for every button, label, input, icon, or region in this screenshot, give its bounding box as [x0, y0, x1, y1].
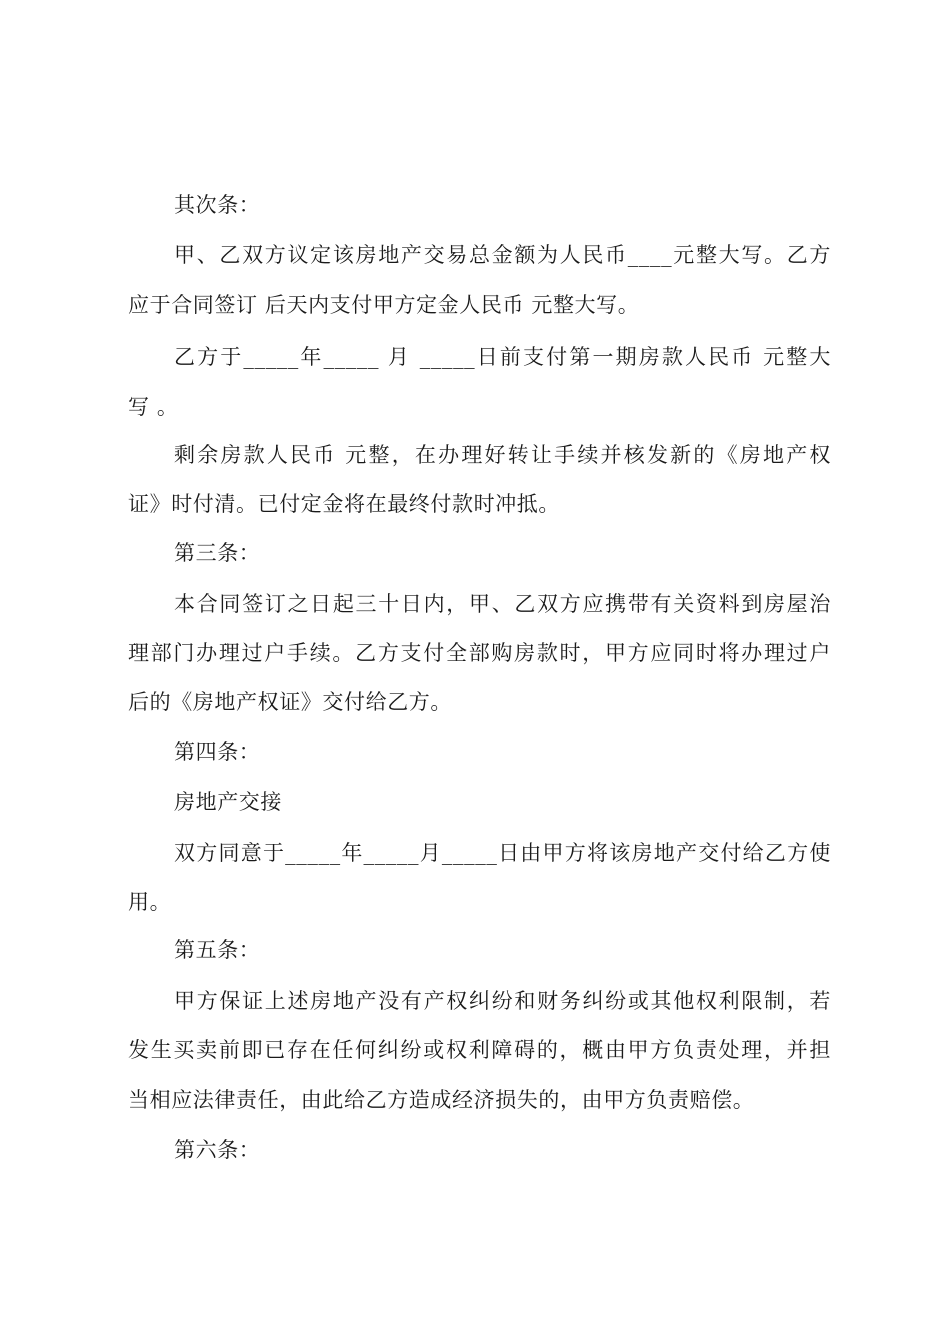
paragraph-line: 当相应法律责任，由此给乙方造成经济损失的，由甲方负责赔偿。	[128, 1088, 755, 1112]
paragraph-line: 应于合同签订 后天内支付甲方定金人民币 元整大写。	[128, 293, 640, 317]
paragraph-line: 后的《房地产权证》交付给乙方。	[128, 690, 452, 714]
subheading-handover: 房地产交接	[174, 790, 282, 814]
heading-article-5: 第五条：	[174, 938, 261, 962]
paragraph-line: 甲方保证上述房地产没有产权纠纷和财务纠纷或其他权利限制，若	[174, 989, 831, 1013]
paragraph-line: 证》时付清。已付定金将在最终付款时冲抵。	[128, 492, 560, 516]
paragraph-line: 发生买卖前即已存在任何纠纷或权利障碍的，概由甲方负责处理，并担	[128, 1038, 831, 1062]
paragraph-line: 理部门办理过户手续。乙方支付全部购房款时，甲方应同时将办理过户	[128, 641, 831, 665]
paragraph-line: 乙方于_____年_____ 月 _____日前支付第一期房款人民币 元整大	[174, 345, 831, 369]
heading-article-6: 第六条：	[174, 1138, 261, 1162]
paragraph-line: 写 。	[128, 395, 179, 419]
paragraph-line: 甲、乙双方议定该房地产交易总金额为人民币____元整大写。乙方	[174, 243, 831, 267]
paragraph-line: 用。	[128, 890, 172, 914]
heading-article-2: 其次条：	[174, 193, 261, 217]
paragraph-line: 本合同签订之日起三十日内，甲、乙双方应携带有关资料到房屋治	[174, 592, 831, 616]
heading-article-4: 第四条：	[174, 740, 261, 764]
paragraph-line: 双方同意于_____年_____月_____日由甲方将该房地产交付给乙方使	[174, 841, 831, 865]
paragraph-line: 剩余房款人民币 元整，在办理好转让手续并核发新的《房地产权	[174, 443, 831, 467]
heading-article-3: 第三条：	[174, 541, 261, 565]
